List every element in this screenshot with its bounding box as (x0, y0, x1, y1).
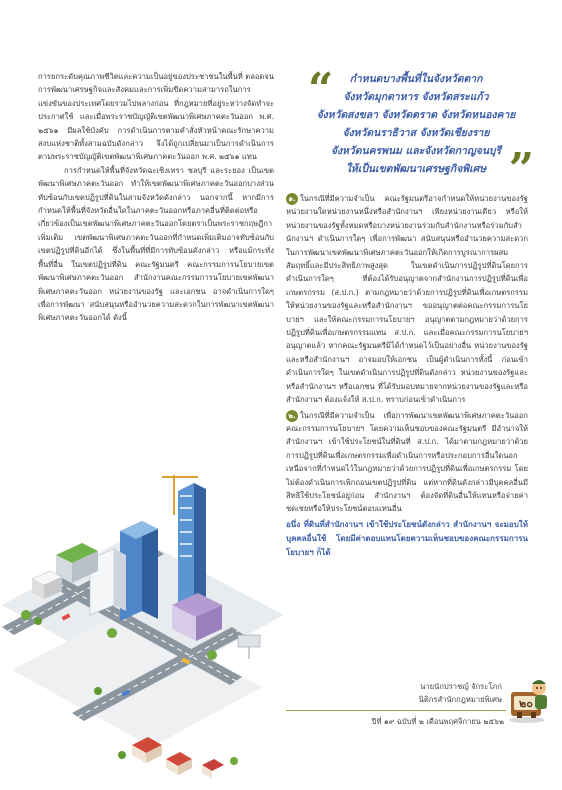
pull-quote-lines (302, 64, 530, 178)
right-column (286, 192, 528, 560)
author-name: นายนักปราชญ์ จักระโภก (420, 682, 502, 691)
author-title: นิติกรสำนักกฎหมายพิเศษ (418, 695, 502, 704)
pull-quote (302, 64, 534, 195)
footer-divider (286, 710, 506, 711)
pull-quote-line: จังหวัดนราธิวาส จังหวัดเชียงราย (342, 127, 490, 139)
pull-quote-line: จังหวัดนครพนม และจังหวัดกาญจนบุรี (330, 145, 502, 157)
item-number-badge: ๑. (286, 193, 298, 205)
pull-quote-line: จังหวัดสงขลา จังหวัดตราด จังหวัดหนองคาย (316, 109, 516, 121)
city-illustration (2, 455, 284, 785)
item-number-badge: ๒. (286, 410, 298, 422)
close-quote-icon: ” (508, 144, 534, 195)
pull-quote-line: กำหนดบางพื้นที่ในจังหวัดตาก (349, 73, 483, 85)
left-paragraph-1: การยกระดับคุณภาพชีวิตและความเป็นอยู่ของประชาชนในพื้นที่ ตลอดจนการพัฒนาเศรษฐกิจและสังคมและการเพิ่มขีดความสามารถในการแข่งขันของประเทศโดยรวมไปพลางก่อน ที่กฎหมายที่อยู่ระหว่างจัดทำจะประกาศใช้ และเมื่อพระราชบัญญัติเขตพัฒนาพิเศษภาคตะวันออก พ.ศ. ๒๕๖๑ มีผลใช้บังคับ การดำเนินการตามคำสั่งหัวหน้าคณะรักษาความสงบแห่งชาติทั้งสามฉบับดังกล่าว จึงได้ถูกเปลี่ยนมาเป็นการดำเนินการตามพระราชบัญญัติเขตพัฒนาพิเศษภาคตะวันออก พ.ศ. ๒๕๖๑ แทน (38, 72, 274, 162)
highlight-note: อนึ่ง ที่ดินที่สำนักงานฯ เข้าใช้ประโยชน์ดังกล่าว สำนักงานฯ จะมอบให้บุคคลอื่นใช้ โดยมีค่าตอบแทนโดยความเห็นชอบของคณะกรรมการนโยบายฯ ก็ได้ (286, 519, 528, 557)
mascot-page-icon (505, 678, 555, 724)
page-number: ๒๐ (519, 697, 533, 710)
right-paragraph-1: ๑. ในกรณีที่มีความจำเป็น คณะรัฐมนตรีอาจกำหนดให้หน่วยงานของรัฐหน่วยงานใดหน่วยงานหนึ่งหรือสำนักงานฯ เพียงหน่วยงานเดียว หรือให้หน่วยงานของรัฐทั้งหมดหรือบางหน่วยงานร่วมกับสำนักงานหรือร่วมกับสำนักงานฯ ดำเนินการใดๆ เพื่อการพัฒนา สนับสนุนหรืออำนวยความสะดวก ในการพัฒนาเขตพัฒนาพิเศษภาคตะวันออกให้เกิดการบูรณาการผสมสัมฤทธิ์และมีประสิทธิภาพสูงสุด ในเขตดำเนินการปฏิรูปที่ดินโดยการดำเนินการใดๆ ที่ต้องได้รับอนุญาตจากสำนักงานการปฏิรูปที่ดินเพื่อเกษตรกรรม (ส.ป.ก.) ตามกฎหมายว่าด้วยการปฏิรูปที่ดินเพื่อเกษตรกรรม ให้หน่วยงานของรัฐและหรือสำนักงานฯ ขออนุญาตต่อคณะกรรมการนโยบายฯ และให้คณะกรรมการนโยบายฯ อนุญาตตามกฎหมายว่าด้วยการปฏิรูปที่ดินเพื่อเกษตรกรรมแทน ส.ป.ก. และเมื่อคณะกรรมการนโยบายฯ อนุญาตแล้ว หากคณะรัฐมนตรีมิได้กำหนดไว้เป็นอย่างอื่น หน่วยงานของรัฐและหรือสำนักงานฯ อาจมอบให้เอกชน เป็นผู้ดำเนินการทั้งนี้ ก่อนเข้าดำเนินการใดๆ ในเขตดำเนินการปฏิรูปที่ดินดังกล่าว หน่วยงานของรัฐและหรือสำนักงานฯ หรือเอกชน ที่ได้รับมอบหมายจากหน่วยงานของรัฐและหรือสำนักงานฯ ต้องแจ้งให้ ส.ป.ก. ทราบก่อนเข้าดำเนินการ (286, 194, 528, 405)
footer-issue: ปีที่ ๑๙ ฉบับที่ ๒ เดือนพฤศจิกายน ๒๕๖๒ (371, 717, 504, 726)
author-credit (419, 680, 502, 706)
open-quote-icon: “ (308, 64, 334, 115)
right-paragraph-2: ๒. ในกรณีที่มีความจำเป็น เพื่อการพัฒนาเขตพัฒนาพิเศษภาคตะวันออก คณะกรรมการนโยบายฯ โดยความเห็นชอบของคณะรัฐมนตรี มีอำนาจให้สำนักงานฯ เข้าใช้ประโยชน์ในที่ดินที่ ส.ป.ก. ได้มาตามกฎหมายว่าด้วยการปฏิรูปที่ดินเพื่อเกษตรกรรมเพื่อดำเนินการหรือประกอบการอื่นใดนอกเหนือจากที่กำหนดไว้ในกฎหมายว่าด้วยการปฏิรูปที่ดินเพื่อเกษตรกรรม โดยไม่ต้องดำเนินการเพิกถอนเขตปฏิรูปที่ดิน แต่หากที่ดินดังกล่าวมีบุคคลอื่นมีสิทธิใช้ประโยชน์อยู่ก่อน สำนักงานฯ ต้องจัดที่ดินอื่นให้แทนหรือจ่ายค่าชดเชยหรือให้ประโยชน์ตอบแทนอื่น (286, 410, 528, 514)
left-paragraph-2: การกำหนดให้พื้นที่จังหวัดฉะเชิงเทรา ชลบุรี และระยอง เป็นเขตพัฒนาพิเศษภาคตะวันออก ทำให้เขตพัฒนาพิเศษภาคตะวันออกบางส่วนทับซ้อนกับเขตปฏิรูปที่ดินในสามจังหวัดดังกล่าว นอกจากนี้ หากมีการกำหนดให้พื้นที่จังหวัดอื่นใดในภาคตะวันออกหรือภาคอื่นที่ติดต่อหรือเกี่ยวข้องเป็นเขตพัฒนาพิเศษภาคตะวันออกโดยตราเป็นพระราชกฤษฎีกาเพิ่มเติม เขตพัฒนาพิเศษภาคตะวันออกที่กำหนดเพิ่มเติมอาจทับซ้อนกับเขตปฏิรูปที่ดินอีกได้ ซึ่งในพื้นที่ที่มีการทับซ้อนดังกล่าว หรือแม้กระทั่งพื้นที่อื่น ในเขตปฏิรูปที่ดิน คณะรัฐมนตรี คณะกรรมการนโยบายเขตพัฒนาพิเศษภาคตะวันออก สำนักงานคณะกรรมการนโยบายเขตพัฒนาพิเศษภาคตะวันออก หน่วยงานของรัฐ และเอกชน อาจดำเนินการใดๆ เพื่อการพัฒนา สนับสนุนหรืออำนวยความสะดวกในการพัฒนาเขตพัฒนาพิเศษภาคตะวันออกได้ ดังนี้ (38, 165, 274, 323)
pull-quote-line: ให้เป็นเขตพัฒนาเศรษฐกิจพิเศษ (345, 163, 487, 175)
pull-quote-line: จังหวัดมุกดาหาร จังหวัดสระแก้ว (343, 91, 489, 103)
left-column (38, 70, 274, 325)
